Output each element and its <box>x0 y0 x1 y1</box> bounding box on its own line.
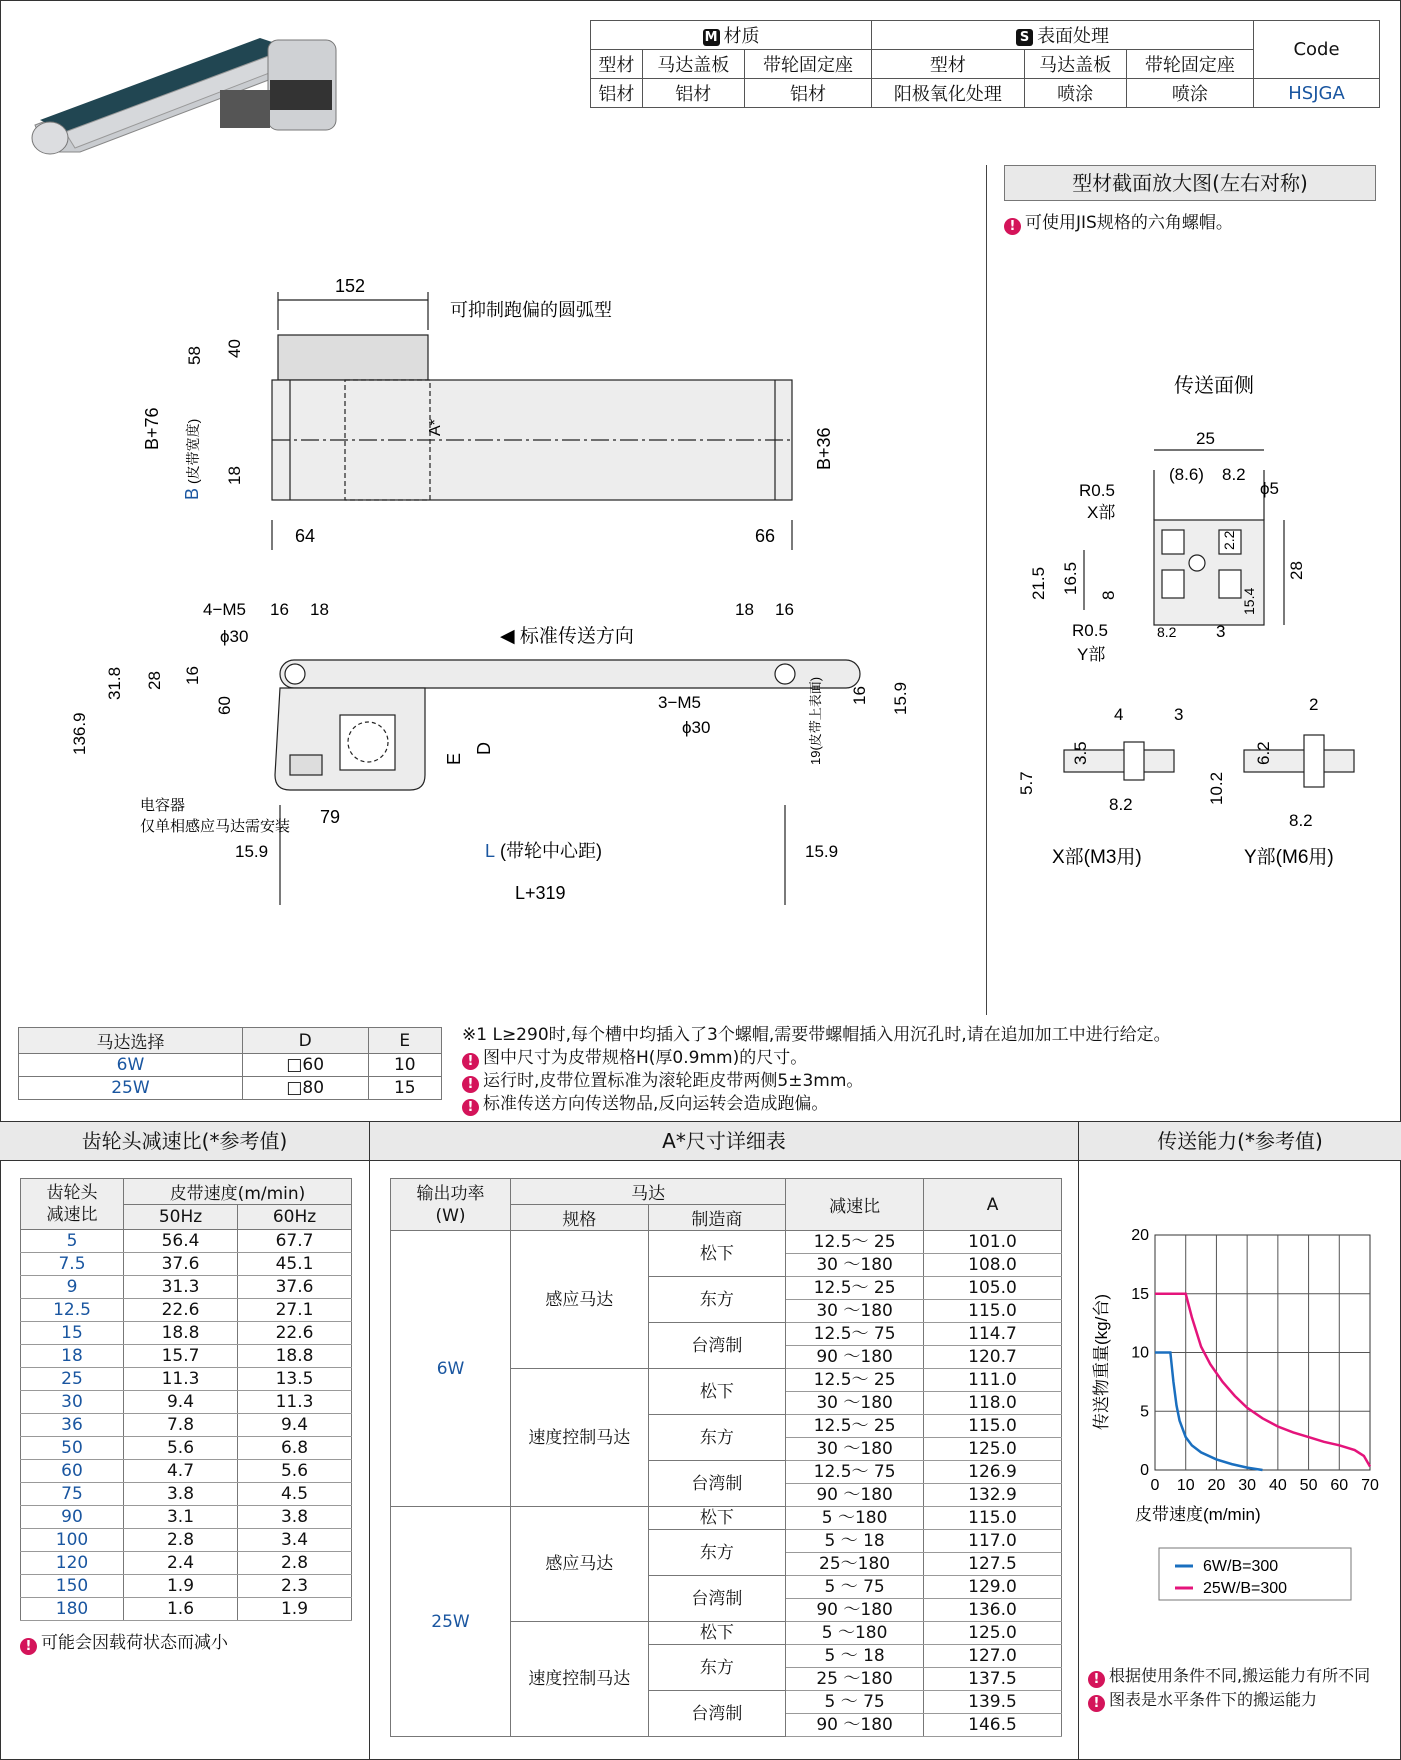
y-tick-label: 20 <box>1131 1227 1149 1244</box>
product-image <box>20 20 350 170</box>
dim-58: 58 <box>185 346 204 365</box>
table-cell: 37.6 <box>124 1253 238 1276</box>
power-cell: 25W <box>391 1507 511 1737</box>
ratio-header: 减速比 <box>786 1179 924 1231</box>
col-value: 铝材 <box>642 79 744 108</box>
maker-cell: 台湾制 <box>648 1576 786 1622</box>
dim-15-9a: 15.9 <box>891 681 910 715</box>
table-row <box>21 1253 352 1276</box>
a-cell: 101.0 <box>924 1231 1062 1254</box>
a-cell: 125.0 <box>924 1438 1062 1461</box>
x-part-label: X部 <box>1087 503 1116 522</box>
ratio-cell: 30 ～180 <box>786 1438 924 1461</box>
maker-cell: 松下 <box>648 1507 786 1530</box>
table-row: 6W <box>19 1054 243 1077</box>
table-row <box>21 1276 352 1299</box>
table-cell: 2.3 <box>238 1575 352 1598</box>
dim-40: 40 <box>225 339 244 358</box>
dim-16-5: 16.5 <box>1061 561 1080 595</box>
ratio-cell: 5 ～180 <box>786 1622 924 1645</box>
table-cell: 22.6 <box>238 1322 352 1345</box>
divider <box>986 165 987 1015</box>
x-tick-label: 50 <box>1299 1477 1318 1494</box>
a-cell: 129.0 <box>924 1576 1062 1599</box>
motor-header: D <box>242 1028 368 1054</box>
dim-16c: 16 <box>183 666 202 685</box>
capacitor-label: 电容器 <box>140 797 186 814</box>
dim-8-6: (8.6) <box>1169 465 1204 484</box>
dim-15-4: 15.4 <box>1241 587 1257 615</box>
gear-note: ! 可能会因载荷状态而减小 <box>20 1632 228 1655</box>
a-cell: 139.5 <box>924 1691 1062 1714</box>
surface-group-header: S 表面处理 <box>872 21 1254 50</box>
col-value: 喷涂 <box>1126 79 1253 108</box>
ratio-cell: 30 ～180 <box>786 1300 924 1323</box>
table-cell: 100 <box>21 1529 124 1552</box>
note-item: ! 图表是水平条件下的搬运能力 <box>1088 1688 1370 1712</box>
x-tick-label: 10 <box>1176 1477 1195 1494</box>
table-cell: 18.8 <box>124 1322 238 1345</box>
y-dim-6-2: 6.2 <box>1254 741 1273 765</box>
label-4m5: 4−M5 <box>203 600 246 619</box>
table-row <box>21 1598 352 1621</box>
label-3m5: 3−M5 <box>658 693 701 712</box>
a-cell: 136.0 <box>924 1599 1062 1622</box>
table-cell: 15.7 <box>124 1345 238 1368</box>
table-cell: 1.9 <box>238 1598 352 1621</box>
table-cell: 50 <box>21 1437 124 1460</box>
ratio-cell: 5 ～ 18 <box>786 1645 924 1668</box>
dim-b76: B+76 <box>142 407 162 450</box>
ratio-cell: 90 ～180 <box>786 1599 924 1622</box>
table-row <box>391 1507 1062 1530</box>
table-row: □80 <box>242 1077 368 1100</box>
table-row: 15 <box>368 1077 441 1100</box>
a-cell: 125.0 <box>924 1622 1062 1645</box>
dim-60: 60 <box>215 696 234 715</box>
y-tick-label: 5 <box>1140 1403 1149 1421</box>
hz50-header: 50Hz <box>124 1205 238 1230</box>
y-tick-label: 10 <box>1131 1344 1149 1362</box>
dim-16d: 16 <box>850 686 869 705</box>
dim-25: 25 <box>1196 429 1215 448</box>
x-tick-label: 40 <box>1268 1477 1287 1494</box>
table-row <box>21 1575 352 1598</box>
a-cell: 120.7 <box>924 1346 1062 1369</box>
spec-cell: 速度控制马达 <box>511 1622 649 1737</box>
ratio-cell: 12.5～ 25 <box>786 1415 924 1438</box>
table-cell: 67.7 <box>238 1230 352 1253</box>
table-cell: 13.5 <box>238 1368 352 1391</box>
ratio-cell: 25 ～180 <box>786 1668 924 1691</box>
a-cell: 105.0 <box>924 1277 1062 1300</box>
ratio-cell: 12.5～ 25 <box>786 1277 924 1300</box>
table-cell: 25 <box>21 1368 124 1391</box>
warning-icon: ! <box>1004 218 1021 235</box>
table-cell: 120 <box>21 1552 124 1575</box>
table-cell: 3.1 <box>124 1506 238 1529</box>
motor-header: E <box>368 1028 441 1054</box>
a-cell: 137.5 <box>924 1668 1062 1691</box>
dim-16b: 16 <box>775 600 794 619</box>
ratio-cell: 12.5～ 75 <box>786 1323 924 1346</box>
table-cell: 150 <box>21 1575 124 1598</box>
dim-28: 28 <box>1287 561 1306 580</box>
dim-15-9c: 15.9 <box>805 842 839 861</box>
y-dim-10-2: 10.2 <box>1207 771 1226 805</box>
ratio-cell: 12.5～ 75 <box>786 1461 924 1484</box>
b-width-text: (皮带宽度) <box>185 418 201 484</box>
l-text: (带轮中心距) <box>500 841 602 861</box>
table-cell: 31.3 <box>124 1276 238 1299</box>
table-cell: 18.8 <box>238 1345 352 1368</box>
table-row <box>21 1345 352 1368</box>
l-label: L <box>485 841 496 861</box>
table-cell: 11.3 <box>238 1391 352 1414</box>
table-cell: 5.6 <box>124 1437 238 1460</box>
product-code: HSJGA <box>1254 79 1380 108</box>
dim-phi5: ϕ5 <box>1260 479 1279 498</box>
col-header: 带轮固定座 <box>1126 50 1253 79</box>
x-tick-label: 60 <box>1330 1477 1349 1494</box>
table-cell: 2.4 <box>124 1552 238 1575</box>
ratio-cell: 30 ～180 <box>786 1392 924 1415</box>
section-divider <box>1078 1121 1079 1760</box>
table-cell: 90 <box>21 1506 124 1529</box>
ratio-cell: 12.5～ 25 <box>786 1369 924 1392</box>
section-divider <box>369 1121 370 1760</box>
dim-b36: B+36 <box>814 427 834 470</box>
dim-8-2b: 8.2 <box>1157 624 1177 640</box>
ratio-cell: 90 ～180 <box>786 1484 924 1507</box>
table-row <box>21 1368 352 1391</box>
a-title: A*尺寸详细表 <box>370 1122 1078 1161</box>
maker-cell: 台湾制 <box>648 1461 786 1507</box>
y-tick-label: 0 <box>1140 1462 1149 1479</box>
direction-label: ◀ 标准传送方向 <box>500 626 634 647</box>
x-tick-label: 70 <box>1361 1477 1379 1494</box>
table-row <box>21 1437 352 1460</box>
table-cell: 5 <box>21 1230 124 1253</box>
dim-136-9: 136.9 <box>70 712 89 755</box>
col-value: 阳极氧化处理 <box>872 79 1024 108</box>
spec-header: 规格 <box>511 1205 649 1231</box>
table-cell: 2.8 <box>238 1552 352 1575</box>
table-row <box>21 1529 352 1552</box>
table-cell: 3.4 <box>238 1529 352 1552</box>
table-cell: 1.9 <box>124 1575 238 1598</box>
capacity-notes <box>1088 1664 1370 1712</box>
chart-ylabel: 传送物重量(kg/台) <box>1092 1294 1111 1430</box>
dim-2-2: 2.2 <box>1221 530 1237 550</box>
table-cell: 7.5 <box>21 1253 124 1276</box>
x-dim-8-2: 8.2 <box>1109 795 1133 814</box>
x-dim-3-5: 3.5 <box>1071 741 1090 765</box>
note-item: ! 根据使用条件不同,搬运能力有所不同 <box>1088 1664 1370 1688</box>
maker-cell: 东方 <box>648 1415 786 1461</box>
table-row <box>21 1552 352 1575</box>
gear-ratio-header: 齿轮头 减速比 <box>21 1179 124 1230</box>
x-tick-label: 0 <box>1150 1477 1160 1494</box>
col-header: 带轮固定座 <box>744 50 871 79</box>
note-item: ※1 L≥290时,每个槽中均插入了3个螺帽,需要带螺帽插入用沉孔时,请在追加加工中进行给定。 <box>462 1025 1171 1045</box>
ratio-cell: 90 ～180 <box>786 1714 924 1737</box>
dim-15-9b: 15.9 <box>235 842 269 861</box>
spec-table <box>590 20 1380 108</box>
motor-header: 马达选择 <box>19 1028 243 1054</box>
legend-label: 6W/B=300 <box>1203 1558 1279 1575</box>
table-cell: 22.6 <box>124 1299 238 1322</box>
spec-cell: 感应马达 <box>511 1507 649 1622</box>
y-tick-label: 15 <box>1131 1285 1149 1303</box>
table-row <box>21 1414 352 1437</box>
maker-header: 制造商 <box>648 1205 786 1231</box>
dim-28: 28 <box>145 671 164 690</box>
warning-icon: ! <box>462 1076 479 1093</box>
col-header: 马达盖板 <box>1024 50 1126 79</box>
hz60-header: 60Hz <box>238 1205 352 1230</box>
a-table <box>390 1178 1062 1737</box>
motor-header: 马达 <box>511 1179 786 1205</box>
y-dim-8-2: 8.2 <box>1289 811 1313 830</box>
ratio-cell: 5 ～ 18 <box>786 1530 924 1553</box>
maker-cell: 松下 <box>648 1622 786 1645</box>
table-cell: 180 <box>21 1598 124 1621</box>
table-row <box>21 1506 352 1529</box>
dim-r05a: R0.5 <box>1079 481 1115 500</box>
section-view-note: ! 可使用JIS规格的六角螺帽。 <box>1004 212 1233 235</box>
legend-label: 25W/B=300 <box>1203 1580 1288 1597</box>
table-cell: 3.8 <box>124 1483 238 1506</box>
notes <box>462 1024 1171 1116</box>
a-cell: 114.7 <box>924 1323 1062 1346</box>
dim-8: 8 <box>1099 590 1118 600</box>
x-tick-label: 30 <box>1238 1477 1257 1494</box>
ratio-cell: 5 ～ 75 <box>786 1576 924 1599</box>
table-cell: 9.4 <box>238 1414 352 1437</box>
table-row <box>21 1322 352 1345</box>
dim-66: 66 <box>755 526 776 546</box>
top-view-drawing <box>130 270 860 560</box>
ratio-cell: 12.5～ 25 <box>786 1231 924 1254</box>
maker-cell: 松下 <box>648 1369 786 1415</box>
table-cell: 6.8 <box>238 1437 352 1460</box>
code-header: Code <box>1254 21 1380 79</box>
col-header: 型材 <box>872 50 1024 79</box>
maker-cell: 松下 <box>648 1231 786 1277</box>
table-cell: 2.8 <box>124 1529 238 1552</box>
x-dim-3: 3 <box>1174 705 1184 724</box>
spec-cell: 速度控制马达 <box>511 1369 649 1507</box>
x-detail-label: X部(M3用) <box>1052 847 1142 868</box>
warning-icon: ! <box>462 1053 479 1070</box>
ratio-cell: 25～180 <box>786 1553 924 1576</box>
belt-speed-header: 皮带速度(m/min) <box>124 1179 352 1205</box>
dim-a: A* <box>427 419 444 436</box>
table-row <box>391 1231 1062 1254</box>
table-cell: 4.7 <box>124 1460 238 1483</box>
dim-e: E <box>444 752 464 765</box>
table-cell: 1.6 <box>124 1598 238 1621</box>
dim-r05b: R0.5 <box>1072 621 1108 640</box>
x-dim-4: 4 <box>1114 705 1124 724</box>
dim-18: 18 <box>225 466 244 485</box>
section-view-title: 型材截面放大图(左右对称) <box>1004 165 1376 201</box>
maker-cell: 台湾制 <box>648 1691 786 1737</box>
conveyor-side-label: 传送面侧 <box>1174 375 1254 397</box>
dim-18a: 18 <box>310 600 329 619</box>
table-cell: 4.5 <box>238 1483 352 1506</box>
a-cell: 111.0 <box>924 1369 1062 1392</box>
table-row: 10 <box>368 1054 441 1077</box>
warning-icon: ! <box>20 1638 37 1655</box>
dim-phi30b: ϕ30 <box>682 718 711 737</box>
power-cell: 6W <box>391 1231 511 1507</box>
note-item: ! 标准传送方向传送物品,反向运转会造成跑偏。 <box>462 1093 1171 1116</box>
y-dim-2: 2 <box>1309 695 1319 714</box>
ratio-cell: 5 ～ 75 <box>786 1691 924 1714</box>
a-cell: 127.0 <box>924 1645 1062 1668</box>
dim-phi30a: ϕ30 <box>220 627 249 646</box>
table-row <box>21 1391 352 1414</box>
table-cell: 11.3 <box>124 1368 238 1391</box>
a-cell: 115.0 <box>924 1507 1062 1530</box>
a-cell: 126.9 <box>924 1461 1062 1484</box>
b-label: B <box>182 487 202 500</box>
table-cell: 5.6 <box>238 1460 352 1483</box>
x-tick-label: 20 <box>1207 1477 1226 1494</box>
a-cell: 117.0 <box>924 1530 1062 1553</box>
ratio-cell: 90 ～180 <box>786 1346 924 1369</box>
table-cell: 30 <box>21 1391 124 1414</box>
table-row <box>21 1299 352 1322</box>
dim-18b: 18 <box>735 600 754 619</box>
a-cell: 118.0 <box>924 1392 1062 1415</box>
table-cell: 9.4 <box>124 1391 238 1414</box>
dim-16a: 16 <box>270 600 289 619</box>
material-group-header: M 材质 <box>591 21 872 50</box>
table-cell: 56.4 <box>124 1230 238 1253</box>
dim-152: 152 <box>335 276 366 296</box>
capacitor-note: 仅单相感应马达需安装 <box>140 818 291 835</box>
table-row <box>21 1483 352 1506</box>
dim-d: D <box>474 742 494 755</box>
table-cell: 18 <box>21 1345 124 1368</box>
table-row <box>21 1460 352 1483</box>
capacity-chart <box>1085 1200 1385 1630</box>
table-cell: 15 <box>21 1322 124 1345</box>
dim-31-8: 31.8 <box>105 666 124 700</box>
dim-8-2: 8.2 <box>1222 465 1246 484</box>
a-cell: 108.0 <box>924 1254 1062 1277</box>
table-row: 25W <box>19 1077 243 1100</box>
arc-note: 可抑制跑偏的圆弧型 <box>450 300 612 320</box>
dim-79: 79 <box>320 807 341 827</box>
table-cell: 7.8 <box>124 1414 238 1437</box>
y-part-label: Y部 <box>1077 645 1106 664</box>
a-cell: 127.5 <box>924 1553 1062 1576</box>
table-cell: 27.1 <box>238 1299 352 1322</box>
table-cell: 12.5 <box>21 1299 124 1322</box>
warning-icon: ! <box>1088 1695 1105 1712</box>
note-item: ! 运行时,皮带位置标准为滚轮距皮带两侧5±3mm。 <box>462 1070 1171 1093</box>
warning-icon: ! <box>462 1099 479 1116</box>
side-view-drawing <box>70 595 930 915</box>
a-header: A <box>924 1179 1062 1231</box>
maker-cell: 东方 <box>648 1530 786 1576</box>
gear-title: 齿轮头减速比(*参考值) <box>0 1122 369 1161</box>
a-cell: 115.0 <box>924 1415 1062 1438</box>
dim-l319: L+319 <box>515 883 566 903</box>
dim-3: 3 <box>1216 622 1226 641</box>
col-header: 马达盖板 <box>642 50 744 79</box>
ratio-cell: 30 ～180 <box>786 1254 924 1277</box>
table-row <box>21 1230 352 1253</box>
power-header: 输出功率 (W) <box>391 1179 511 1231</box>
table-cell: 60 <box>21 1460 124 1483</box>
dim-21-5: 21.5 <box>1029 566 1048 600</box>
table-cell: 9 <box>21 1276 124 1299</box>
maker-cell: 东方 <box>648 1277 786 1323</box>
col-value: 铝材 <box>744 79 871 108</box>
col-header: 型材 <box>591 50 643 79</box>
gear-table <box>20 1178 352 1621</box>
col-value: 喷涂 <box>1024 79 1126 108</box>
a-cell: 132.9 <box>924 1484 1062 1507</box>
belt-surface-label: 19(皮带上表面) <box>808 676 823 765</box>
table-cell: 37.6 <box>238 1276 352 1299</box>
note-item: ! 图中尺寸为皮带规格H(厚0.9mm)的尺寸。 <box>462 1047 1171 1070</box>
ratio-cell: 5 ～180 <box>786 1507 924 1530</box>
a-cell: 115.0 <box>924 1300 1062 1323</box>
col-value: 铝材 <box>591 79 643 108</box>
spec-cell: 感应马达 <box>511 1231 649 1369</box>
motor-table <box>18 1027 442 1100</box>
profile-drawing <box>1004 370 1384 900</box>
table-row: □60 <box>242 1054 368 1077</box>
maker-cell: 台湾制 <box>648 1323 786 1369</box>
capacity-title: 传送能力(*参考值) <box>1079 1122 1401 1161</box>
warning-icon: ! <box>1088 1671 1105 1688</box>
x-dim-5-7: 5.7 <box>1017 771 1036 795</box>
chart-xlabel: 皮带速度(m/min) <box>1135 1505 1261 1524</box>
a-cell: 146.5 <box>924 1714 1062 1737</box>
dim-64: 64 <box>295 526 316 546</box>
y-detail-label: Y部(M6用) <box>1244 847 1334 868</box>
table-cell: 36 <box>21 1414 124 1437</box>
table-cell: 45.1 <box>238 1253 352 1276</box>
maker-cell: 东方 <box>648 1645 786 1691</box>
table-cell: 3.8 <box>238 1506 352 1529</box>
table-cell: 75 <box>21 1483 124 1506</box>
